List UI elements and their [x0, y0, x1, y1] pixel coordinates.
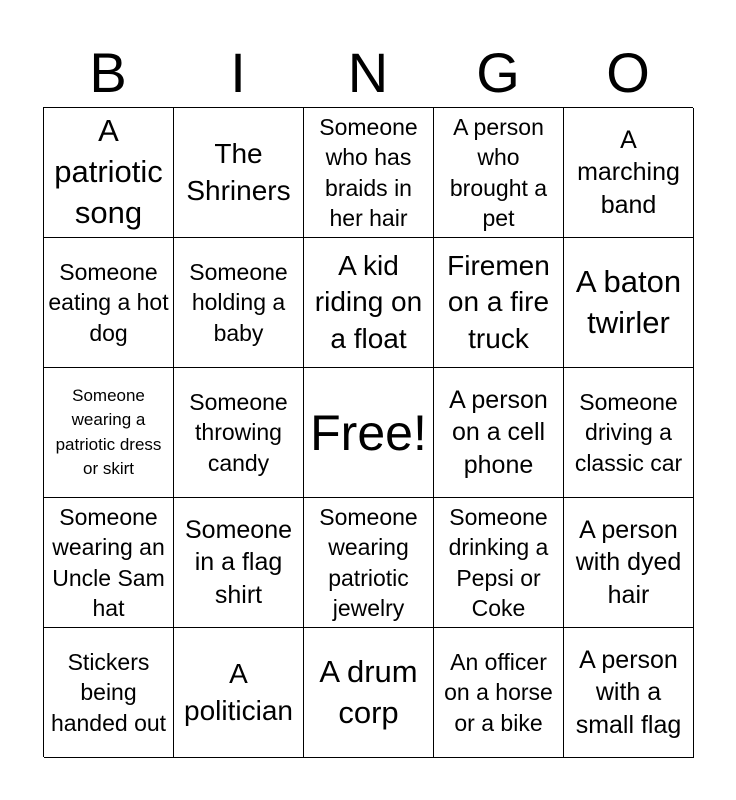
cell-text: Stickers being handed out	[50, 648, 167, 736]
cell-text: A marching band	[577, 125, 680, 219]
bingo-cell[interactable]	[174, 238, 304, 368]
bingo-cell[interactable]	[434, 108, 564, 238]
header-letter-g: G	[476, 41, 520, 104]
bingo-cell[interactable]	[434, 368, 564, 498]
cell-text: A kid riding on a float	[314, 249, 423, 354]
bingo-cell[interactable]	[564, 108, 694, 238]
cell-text: A politician	[184, 658, 293, 726]
cell-text: Someone driving a classic car	[574, 388, 683, 476]
bingo-cell[interactable]	[174, 108, 304, 238]
cell-text: A person on a cell phone	[449, 385, 548, 479]
header-letter-n: N	[347, 41, 389, 104]
cell-text: Someone holding a baby	[189, 258, 288, 346]
bingo-cell[interactable]	[434, 498, 564, 628]
bingo-grid	[43, 107, 693, 757]
cell-text: A drum corp	[319, 653, 418, 730]
header-letter-o: O	[606, 41, 650, 104]
cell-text: Someone wearing a patriotic dress or skirt	[55, 386, 162, 478]
bingo-cell[interactable]	[174, 498, 304, 628]
cell-text: A baton twirler	[575, 263, 682, 340]
cell-text: A person with a small flag	[575, 645, 682, 739]
bingo-cell[interactable]	[304, 108, 434, 238]
cell-text: A person with dyed hair	[575, 515, 682, 609]
free-space[interactable]	[304, 368, 434, 498]
bingo-cell[interactable]	[564, 498, 694, 628]
cell-text: Someone who has braids in her hair	[319, 113, 418, 231]
bingo-cell[interactable]	[44, 498, 174, 628]
cell-text: The Shriners	[186, 138, 291, 206]
bingo-header	[43, 40, 693, 106]
bingo-cell[interactable]	[174, 628, 304, 758]
cell-text: Someone drinking a Pepsi or Coke	[448, 503, 549, 621]
cell-text: Someone throwing candy	[189, 388, 288, 476]
cell-text: An officer on a horse or a bike	[444, 648, 553, 736]
bingo-cell[interactable]	[434, 238, 564, 368]
bingo-cell[interactable]	[44, 238, 174, 368]
cell-text: A patriotic song	[54, 113, 163, 230]
bingo-cell[interactable]	[434, 628, 564, 758]
bingo-cell[interactable]	[304, 628, 434, 758]
bingo-cell[interactable]	[44, 628, 174, 758]
bingo-cell[interactable]	[44, 108, 174, 238]
header-letter-b: B	[89, 41, 127, 104]
cell-text: Free!	[310, 404, 427, 461]
cell-text: Firemen on a fire truck	[447, 249, 550, 354]
cell-text: Someone in a flag shirt	[184, 515, 293, 609]
bingo-cell[interactable]	[44, 368, 174, 498]
cell-text: Someone wearing an Uncle Sam hat	[52, 503, 165, 621]
bingo-cell[interactable]	[564, 368, 694, 498]
cell-text: Someone eating a hot dog	[48, 258, 169, 346]
bingo-cell[interactable]	[304, 498, 434, 628]
bingo-cell[interactable]	[564, 628, 694, 758]
cell-text: A person who brought a pet	[449, 113, 548, 231]
bingo-cell[interactable]	[174, 368, 304, 498]
bingo-cell[interactable]	[564, 238, 694, 368]
bingo-cell[interactable]	[304, 238, 434, 368]
cell-text: Someone wearing patriotic jewelry	[319, 503, 418, 621]
header-letter-i: I	[230, 41, 246, 104]
